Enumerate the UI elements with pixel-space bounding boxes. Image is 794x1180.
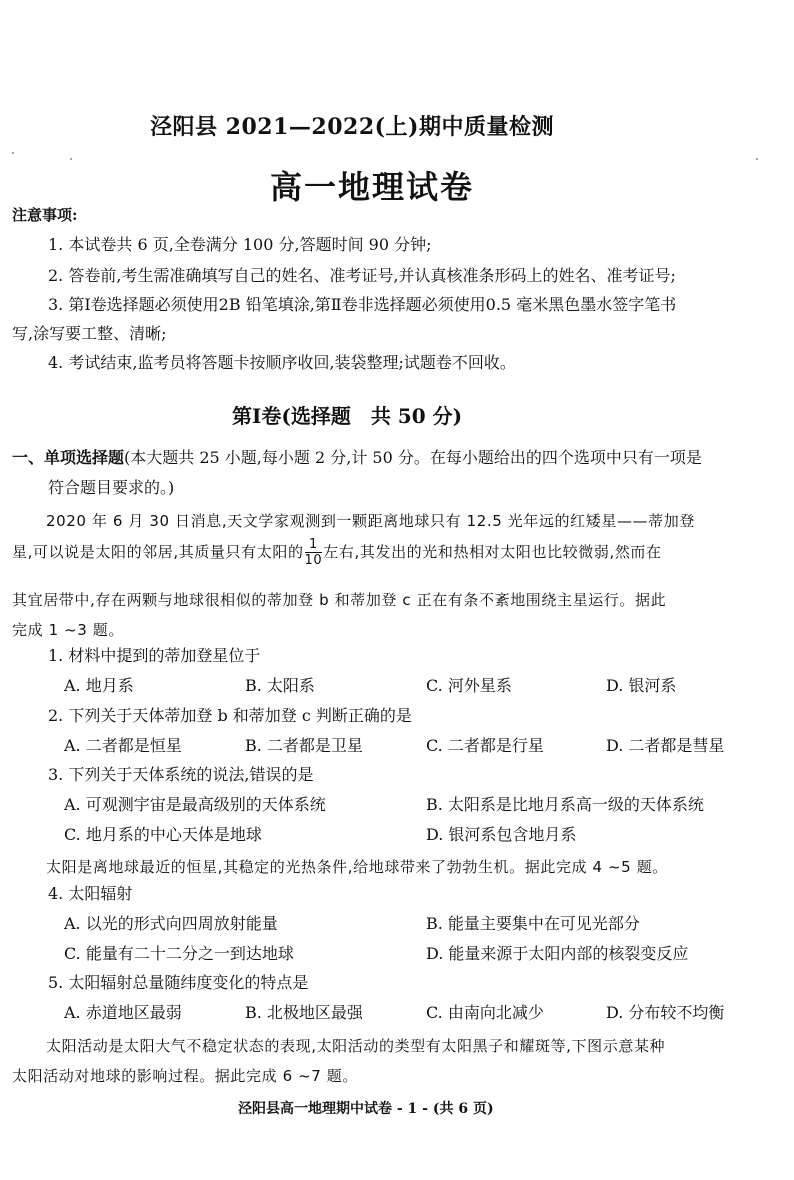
question-5-stem: 5. 太阳辐射总量随纬度变化的特点是 [48,973,309,992]
scan-speck [756,158,758,160]
question-2-option-a: A. 二者都是恒星 [64,736,182,755]
question-3-option-a: A. 可观测宇宙是最高级别的天体系统 [64,795,326,814]
exam-title: 泾阳县 2021—2022(上)期中质量检测 [150,114,554,140]
passage-1-line-1: 2020 年 6 月 30 日消息,天文学家观测到一颗距离地球只有 12.5 光年远的红矮星——蒂加登 [46,512,695,530]
fraction-one-tenth [305,538,323,567]
scan-speck [70,158,72,160]
passage-1-line-2 [12,538,662,567]
question-3-stem: 3. 下列关于天体系统的说法,错误的是 [48,765,314,784]
question-5-option-b: B. 北极地区最强 [245,1003,363,1022]
question-3-option-b: B. 太阳系是比地月系高一级的天体系统 [426,795,704,814]
question-5-option-c: C. 由南向北减少 [426,1003,544,1022]
question-1-stem: 1. 材料中提到的蒂加登星位于 [48,646,261,665]
question-4-option-b: B. 能量主要集中在可见光部分 [426,914,640,933]
scan-speck [12,152,14,154]
passage-1-line-4: 完成 1 ~3 题。 [12,621,124,639]
notice-item-3-cont: 写,涂写要工整、清晰; [12,324,167,343]
notice-item-3: 3. 第Ⅰ卷选择题必须使用2B 铅笔填涂,第Ⅱ卷非选择题必须使用0.5 毫米黑色墨水签字笔书 [48,295,677,314]
passage-2: 太阳是离地球最近的恒星,其稳定的光热条件,给地球带来了勃勃生机。据此完成 4 ~5 题。 [46,858,668,876]
notice-item-4: 4. 考试结束,监考员将答题卡按顺序收回,装袋整理;试题卷不回收。 [48,353,516,372]
question-5-option-d: D. 分布较不均衡 [606,1003,725,1022]
page-footer: 泾阳县高一地理期中试卷 - 1 - (共 6 页) [238,1101,494,1117]
passage-3-line-1: 太阳活动是太阳大气不稳定状态的表现,太阳活动的类型有太阳黑子和耀斑等,下图示意某种 [46,1037,666,1055]
section-heading: 第Ⅰ卷(选择题 共 50 分) [232,404,463,428]
passage-1-text-a: 星,可以说是太阳的邻居,其质量只有太阳的 [12,543,304,561]
exam-subject-title: 高一地理试卷 [270,168,475,206]
passage-1-line-3: 其宜居带中,存在两颗与地球很相似的蒂加登 b 和蒂加登 c 正在有条不紊地围绕主星运行。据此 [12,591,667,609]
passage-1-text-b: 左右,其发出的光和热相对太阳也比较微弱,然而在 [323,543,662,561]
fraction-numerator: 1 [305,538,323,553]
part-instruction-label: 一、单项选择题 [12,448,125,467]
notice-item-2: 2. 答卷前,考生需准确填写自己的姓名、准考证号,并认真核准条形码上的姓名、准考证号; [48,266,676,285]
question-1-option-c: C. 河外星系 [426,676,512,695]
part-instruction-text: (本大题共 25 小题,每小题 2 分,计 50 分。在每小题给出的四个选项中只有一项是 [124,448,702,467]
question-2-option-d: D. 二者都是彗星 [606,736,725,755]
question-5-option-a: A. 赤道地区最弱 [64,1003,182,1022]
question-3-option-c: C. 地月系的中心天体是地球 [64,825,262,844]
question-4-stem: 4. 太阳辐射 [48,884,133,903]
part-instruction-cont: 符合题目要求的。) [48,478,175,497]
part-instruction [12,450,702,466]
question-2-stem: 2. 下列关于天体蒂加登 b 和蒂加登 c 判断正确的是 [48,706,412,725]
passage-3-line-2: 太阳活动对地球的影响过程。据此完成 6 ~7 题。 [12,1067,358,1085]
question-1-option-b: B. 太阳系 [245,676,315,695]
question-2-option-c: C. 二者都是行星 [426,736,544,755]
notice-heading: 注意事项: [12,206,78,224]
notice-item-1: 1. 本试卷共 6 页,全卷满分 100 分,答题时间 90 分钟; [48,235,432,254]
question-1-option-a: A. 地月系 [64,676,134,695]
question-4-option-c: C. 能量有二十二分之一到达地球 [64,944,294,963]
question-4-option-d: D. 能量来源于太阳内部的核裂变反应 [426,944,689,963]
question-2-option-b: B. 二者都是卫星 [245,736,363,755]
question-3-option-d: D. 银河系包含地月系 [426,825,577,844]
question-4-option-a: A. 以光的形式向四周放射能量 [64,914,278,933]
question-1-option-d: D. 银河系 [606,676,677,695]
fraction-denominator: 10 [304,553,323,568]
